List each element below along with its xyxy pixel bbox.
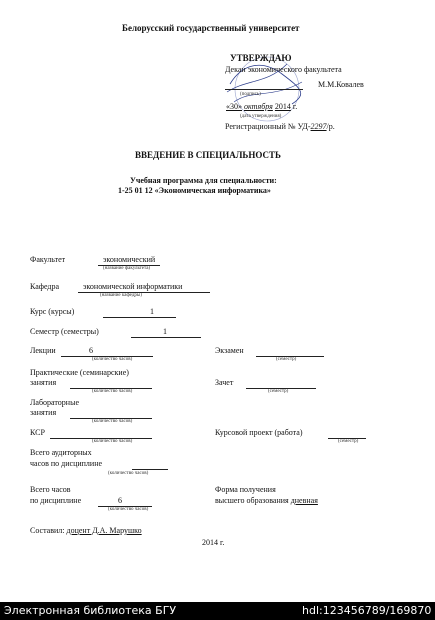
credit-caption: (семестр) (268, 389, 289, 394)
approval-title: УТВЕРЖДАЮ (230, 53, 292, 63)
approval-date (226, 102, 297, 111)
aud-line (132, 469, 168, 470)
aud-caption: (количество часов) (108, 471, 149, 476)
total-caption: (количество часов) (108, 507, 149, 512)
footer-library-name: Электронная библиотека БГУ (4, 604, 177, 617)
education-form-label-line2 (215, 496, 318, 505)
footer-handle: hdl:123456789/169870 (302, 604, 432, 617)
author-value: доцент Д.А. Марушко (66, 526, 142, 535)
faculty-value: экономический (103, 255, 156, 264)
course-value: 1 (150, 307, 154, 316)
lectures-label: Лекции (30, 346, 56, 355)
course-line (103, 317, 176, 318)
credit-label: Зачет (215, 378, 234, 387)
reg-label: Регистрационный № УД- (225, 122, 311, 131)
course-project-label: Курсовой проект (работа) (215, 428, 303, 437)
date-month: октября (244, 102, 273, 111)
specialty-line: 1-25 01 12 «Экономическая информатика» (118, 186, 271, 195)
total-value: 6 (118, 496, 122, 505)
library-footer (0, 602, 435, 620)
program-subtitle: Учебная программа для специальности: (130, 176, 277, 185)
author-line (30, 526, 142, 535)
document-year: 2014 г. (202, 538, 225, 547)
course-project-caption: (семестр) (338, 439, 359, 444)
registration-number (225, 122, 335, 131)
course-title: ВВЕДЕНИЕ В СПЕЦИАЛЬНОСТЬ (135, 150, 281, 160)
approval-name: М.М.Ковалев (318, 80, 364, 89)
lectures-value: 6 (89, 346, 93, 355)
semester-value: 1 (163, 327, 167, 336)
author-label: Составил: (30, 526, 65, 535)
education-form-value: дневная (290, 496, 318, 505)
total-label-line1: Всего часов (30, 485, 71, 494)
practical-label-line1: Практические (семинарские) (30, 368, 129, 377)
semester-line (131, 337, 201, 338)
department-line (78, 292, 210, 293)
signature-caption: (подпись) (240, 92, 261, 97)
date-year: 2014 (274, 102, 291, 111)
total-label-line2: по дисциплине (30, 496, 82, 505)
course-label: Курс (курсы) (30, 307, 75, 316)
reg-number: 2297 (310, 122, 327, 131)
university-name: Белорусский государственный университет (122, 23, 300, 33)
semester-label: Семестр (семестры) (30, 327, 99, 336)
practical-label-line2: занятия (30, 378, 57, 387)
ksr-caption: (количество часов) (92, 439, 133, 444)
department-value: экономической информатики (83, 282, 183, 291)
signature-line (225, 89, 303, 90)
lab-caption: (количество часов) (92, 419, 133, 424)
date-suffix: г. (292, 102, 298, 111)
exam-caption: (семестр) (276, 357, 297, 362)
lectures-caption: (количество часов) (92, 357, 133, 362)
education-form-label-line1: Форма получения (215, 485, 276, 494)
department-label: Кафедра (30, 282, 60, 291)
faculty-label: Факультет (30, 255, 66, 264)
practical-caption: (количество часов) (92, 389, 133, 394)
approval-role: Декан экономического факультета (225, 65, 342, 74)
date-caption: (дата утверждения) (240, 114, 282, 119)
exam-label: Экзамен (215, 346, 244, 355)
ksr-label: КСР (30, 428, 45, 437)
department-caption: (название кафедры) (100, 293, 142, 298)
lab-label-line2: занятия (30, 408, 57, 417)
faculty-caption: (название факультета) (103, 266, 151, 271)
reg-suffix: /р. (326, 122, 335, 131)
education-form-label: высшего образования (215, 496, 289, 505)
date-day: «30» (226, 102, 242, 111)
aud-label-line2: часов по дисциплине (30, 459, 103, 468)
lab-label-line1: Лабораторные (30, 398, 79, 407)
aud-label-line1: Всего аудиторных (30, 448, 92, 457)
